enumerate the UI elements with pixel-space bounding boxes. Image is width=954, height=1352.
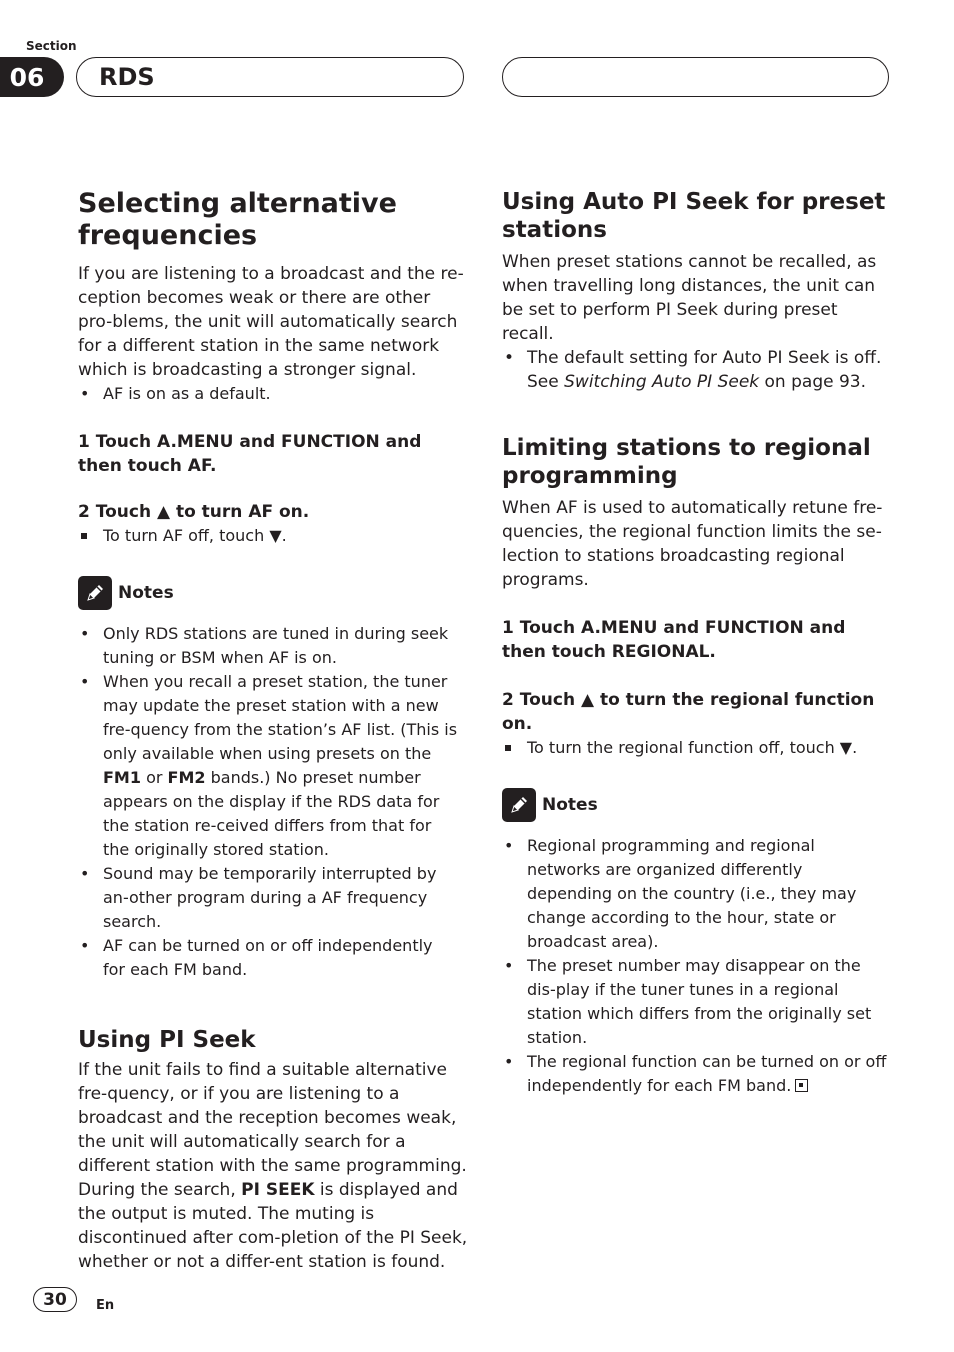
title-alternative-frequencies: Selecting alternative frequencies <box>78 188 397 251</box>
list-item: • AF can be turned on or off independently for each FM band. <box>78 934 458 982</box>
title-pi-seek: Using PI Seek <box>78 1027 256 1053</box>
step-2-sub <box>78 524 468 548</box>
pencil-icon <box>78 576 112 610</box>
title-auto-pi-seek: Using Auto PI Seek for preset stations <box>502 189 886 243</box>
notes-label: Notes <box>118 583 174 603</box>
list-item: • Sound may be temporarily interrupted by an-other program during a AF frequency search. <box>78 862 458 934</box>
regional-notes-list <box>502 834 887 1098</box>
left-column <box>78 188 468 1274</box>
section-title: RDS <box>76 57 464 97</box>
language-label: En <box>96 1298 115 1313</box>
step-2: 2 Touch ▲ to turn AF on. <box>78 502 310 522</box>
intro-text: If you are listening to a broadcast and the re-ception becomes weak or there are other pro-blems, the unit will automatically search for a different station in the same network which is broadcasting a stronger signal. <box>78 264 464 380</box>
auto-pi-bullets <box>502 346 892 394</box>
notes-heading <box>78 576 468 610</box>
auto-pi-seek-text: When preset stations cannot be recalled, as when travelling long distances, the unit can be set to perform PI Seek during preset recall. <box>502 252 877 344</box>
title-regional: Limiting stations to regional programming <box>502 435 871 489</box>
section-number: 06 <box>0 57 64 97</box>
page-number: 30 <box>33 1287 77 1312</box>
list-item: • Only RDS stations are tuned in during seek tuning or BSM when AF is on. <box>78 622 458 670</box>
right-column <box>502 188 892 1098</box>
list-item: • The default setting for Auto PI Seek is off. See Switching Auto PI Seek on page 93. <box>502 346 892 394</box>
step-1: 1 Touch A.MENU and FUNCTION and then touch AF. <box>78 432 422 476</box>
list-item: • The regional function can be turned on or off independently for each FM band. <box>502 1050 887 1098</box>
regional-step-2-sub <box>502 736 892 760</box>
intro-bullets <box>78 382 468 406</box>
notes-list <box>78 622 458 982</box>
list-item: To turn AF off, touch ▼. <box>78 524 468 548</box>
header-right-box <box>502 57 889 97</box>
list-item: • When you recall a preset station, the tuner may update the preset station with a new fre-quency from the station’s AF list. (This is only available when using presets on the FM1 or FM2 bands.) No preset number appears on the display if the RDS data for the station re-ceived differs from that for the originally stored station. <box>78 670 458 862</box>
pencil-icon <box>502 788 536 822</box>
notes-label: Notes <box>542 795 598 815</box>
regional-notes-heading <box>502 788 892 822</box>
list-item: • Regional programming and regional networks are organized differently depending on the country (i.e., they may change according to the hour, state or broadcast area). <box>502 834 887 954</box>
list-item: To turn the regional function off, touch ▼. <box>502 736 892 760</box>
list-item: • AF is on as a default. <box>78 382 468 406</box>
regional-text: When AF is used to automatically retune fre-quencies, the regional function limits the se-lection to stations broadcasting regional programs. <box>502 498 883 590</box>
end-mark-icon <box>795 1079 808 1092</box>
regional-step-1: 1 Touch A.MENU and FUNCTION and then touch REGIONAL. <box>502 618 846 662</box>
section-label: Section <box>26 39 77 53</box>
pi-seek-text: If the unit fails to find a suitable alternative fre-quency, or if you are listening to a broadcast and the reception becomes weak, the unit will automatically search for a different station with the same programming. During the search, PI SEEK is displayed and the output is muted. The muting is discontinued after com-pletion of the PI Seek, whether or not a differ-ent station is found. <box>78 1060 468 1272</box>
list-item: • The preset number may disappear on the dis-play if the tuner tunes in a regional station which differs from the originally set station. <box>502 954 887 1050</box>
regional-step-2: 2 Touch ▲ to turn the regional function on. <box>502 690 875 734</box>
